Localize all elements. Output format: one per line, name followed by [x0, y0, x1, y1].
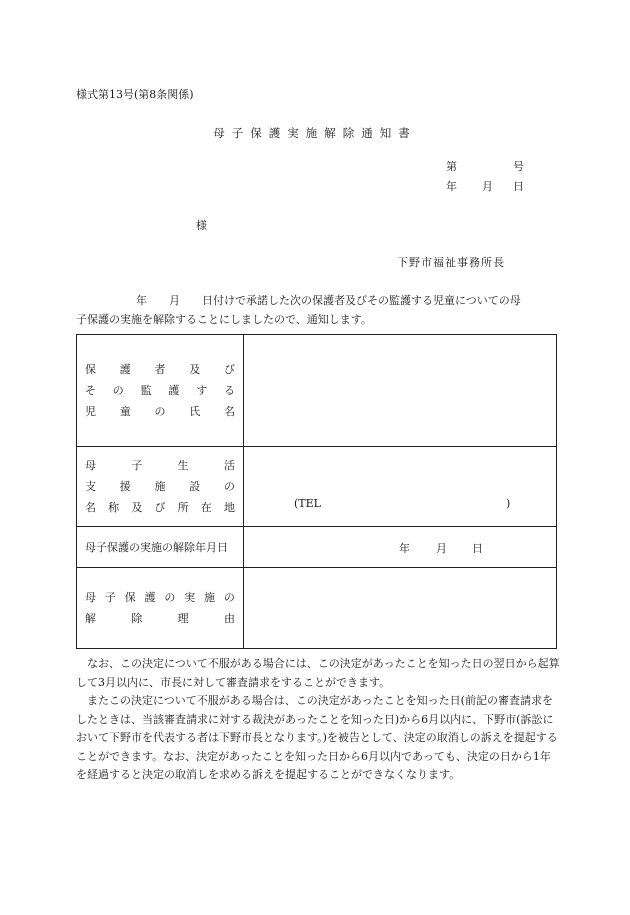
table-row-facility — [77, 447, 557, 527]
issuer-name: 下野市福祉事務所長 — [397, 256, 505, 269]
form-number-label: 様式第13号(第8条関係) — [76, 88, 194, 101]
release-date-field[interactable] — [244, 527, 557, 568]
release-date-month: 月 — [436, 542, 447, 555]
document-title: 母子保護実施解除通知書 — [213, 126, 417, 140]
intro-line-1 — [76, 294, 521, 308]
issue-date-day: 日 — [513, 180, 524, 193]
intro-month: 月 — [169, 294, 180, 307]
intro-day-text: 日付けで承諾した次の保護者及びその監護する児童についての母 — [202, 294, 521, 307]
tel-open: (TEL — [294, 497, 321, 510]
table-row-guardian-names — [77, 335, 557, 447]
label-line: 解 除 理 由 — [85, 612, 235, 625]
document-number-prefix: 第 — [446, 160, 457, 173]
label-line: 児 童 の 氏 名 — [85, 405, 235, 418]
release-reason-field[interactable] — [244, 568, 557, 649]
guardian-names-label — [77, 335, 244, 447]
table-row-release-reason — [77, 568, 557, 649]
intro-line-2: 子保護の実施を解除することにしましたので、通知します。 — [76, 313, 372, 326]
intro-year: 年 — [136, 294, 147, 307]
release-date-label — [77, 527, 244, 568]
release-date-year: 年 — [399, 542, 410, 555]
table-row-release-date — [77, 527, 557, 568]
addressee-suffix: 様 — [196, 219, 207, 232]
facility-label — [77, 447, 244, 527]
label-line: 母 子 生 活 — [85, 459, 235, 472]
notice-table — [76, 334, 557, 649]
label-line: 支 援 施 設 の — [85, 480, 235, 493]
label-line: 名 称 及 び 所 在 地 — [85, 501, 235, 514]
document-number-suffix: 号 — [513, 160, 524, 173]
label-line: 保 護 者 及 び — [85, 363, 235, 376]
guardian-names-field[interactable] — [244, 335, 557, 447]
label-line: 母 子 保 護 の 実 施 の — [85, 591, 235, 604]
appeal-note-paragraph-2: またこの決定について不服がある場合は、この決定があったことを知った日(前記の審査請求をしたときは、当該審査請求に対する裁決があったことを知った日)から6月以内に、下野市(訴訟において下野市を代表する者は下野市長となります。)を被告として、決定の取消しの訴えを提起することができます。なお、決定があったことを知った日から6月以内であっても、決定の日から1年を経過すると決定の取消しを求める訴えを提起することができなくなります。 — [76, 694, 558, 781]
release-date-day: 日 — [472, 542, 483, 555]
release-reason-label — [77, 568, 244, 649]
label-line: 母子保護の実施の解除年月日 — [85, 541, 228, 554]
issue-date-year: 年 — [446, 180, 457, 193]
facility-field[interactable] — [244, 447, 557, 527]
appeal-note-paragraph-1: なお、この決定について不服がある場合には、この決定があったことを知った日の翌日から起算して3月以内に、市長に対して審査請求をすることができます。 — [76, 657, 560, 689]
issue-date-month: 月 — [482, 180, 493, 193]
tel-close: ) — [506, 497, 511, 510]
label-line: そ の 監 護 す る — [85, 384, 235, 397]
